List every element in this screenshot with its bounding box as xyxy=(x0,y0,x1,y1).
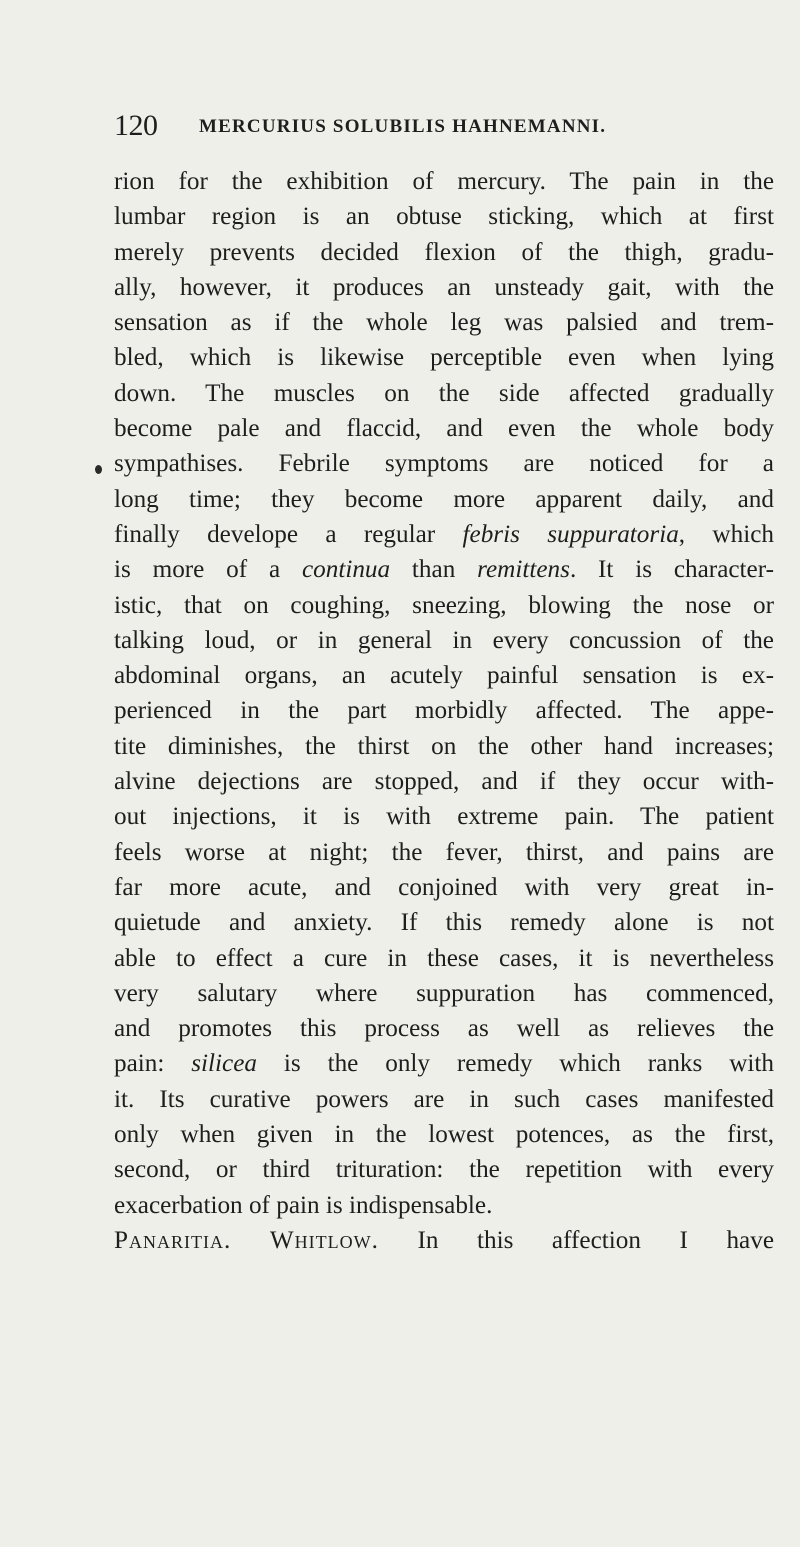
text-line: merely prevents decided flexion of the thigh, gradu- xyxy=(114,238,774,266)
text-line: ally, however, it produces an unsteady gait, with the xyxy=(114,273,774,301)
text-run: than xyxy=(390,556,478,584)
text-run: . It is character- xyxy=(569,556,774,584)
text-line: perienced in the part morbidly affected. The appe- xyxy=(114,697,774,725)
text-line: down. The muscles on the side affected gradually xyxy=(114,379,774,407)
margin-ink-dot xyxy=(95,465,102,474)
text-line: become pale and flaccid, and even the whole body xyxy=(114,415,774,443)
text-line: it. Its curative powers are in such cases manifested xyxy=(114,1085,774,1113)
text-line: lumbar region is an obtuse sticking, which at first xyxy=(114,203,774,231)
text-run: , which xyxy=(678,520,774,548)
text-line: out injections, it is with extreme pain. The patient xyxy=(114,803,774,831)
text-line xyxy=(114,552,774,587)
text-run: In this affection I have xyxy=(378,1226,775,1254)
text-line: second, or third trituration: the repetition with every xyxy=(114,1156,774,1184)
text-line: rion for the exhibition of mercury. The pain in the xyxy=(114,168,774,195)
italic-term: silicea xyxy=(191,1050,257,1078)
text-line: only when given in the lowest potences, as the first, xyxy=(114,1121,774,1149)
text-line: very salutary where suppuration has commenced, xyxy=(114,979,774,1007)
text-line: tite diminishes, the thirst on the other hand increases; xyxy=(114,732,774,760)
text-line: and promotes this process as well as relieves the xyxy=(114,1015,774,1043)
page-number: 120 xyxy=(114,109,158,142)
text-line: bled, which is likewise perceptible even when lying xyxy=(114,344,774,372)
text-line: exacerbation of pain is indispensable. xyxy=(114,1191,493,1219)
running-title: MERCURIUS SOLUBILIS HAHNEMANNI. xyxy=(199,116,607,137)
text-line: alvine dejections are stopped, and if they occur with- xyxy=(114,768,774,796)
italic-term: febris suppuratoria xyxy=(462,520,679,548)
text-line: able to effect a cure in these cases, it is nevertheless xyxy=(114,944,774,972)
text-line: far more acute, and conjoined with very great in- xyxy=(114,873,774,901)
text-line: quietude and anxiety. If this remedy alone is not xyxy=(114,909,774,937)
text-run: finally develope a regular xyxy=(114,520,463,548)
running-head xyxy=(114,106,774,146)
text-line: sensation as if the whole leg was palsied and trem- xyxy=(114,309,774,337)
section-heading-english: Whitlow. xyxy=(269,1226,379,1254)
text-line: sympathises. Febrile symptoms are noticed for a xyxy=(114,450,774,478)
text-run: is the only remedy which ranks with xyxy=(257,1050,774,1078)
text-run: is more of a xyxy=(114,556,302,584)
text-line-section-start xyxy=(114,1223,774,1258)
italic-term: continua xyxy=(301,556,391,584)
text-line: talking loud, or in general in every concussion of the xyxy=(114,626,774,654)
text-line: feels worse at night; the fever, thirst, and pains are xyxy=(114,838,774,866)
text-line: long time; they become more apparent daily, and xyxy=(114,485,774,513)
text-line xyxy=(114,517,774,552)
text-line xyxy=(114,1046,774,1081)
text-line: abdominal organs, an acutely painful sensation is ex- xyxy=(114,662,774,690)
body-text xyxy=(114,164,774,1258)
italic-term: remittens xyxy=(477,556,570,584)
section-heading: Panaritia. xyxy=(114,1226,232,1254)
text-run: pain: xyxy=(114,1050,192,1078)
text-line: istic, that on coughing, sneezing, blowing the nose or xyxy=(114,591,774,619)
